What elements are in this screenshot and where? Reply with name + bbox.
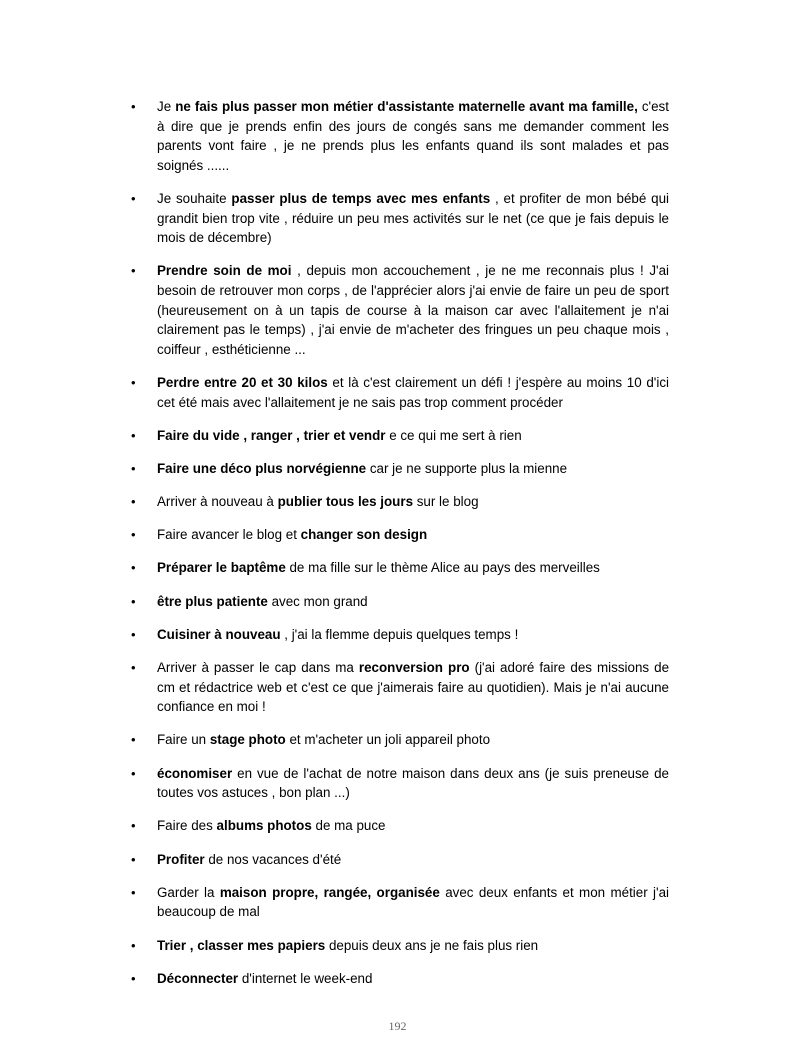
bullet-dot-icon: • (131, 937, 136, 953)
item-text: de ma fille sur le thème Alice au pays des merveilles (285, 560, 600, 576)
bold-text: Trier , classer mes papiers (157, 937, 326, 953)
list-item (131, 558, 669, 578)
item-text: , depuis mon accouchement , je ne me reconnais plus ! J'ai besoin de retrouver mon corps , de l'apprécier alors j'ai envie de faire un peu de sport (heureusement on à un tapis de course à la maison car avec l'allaitement je n'ai clairement pas le temps) , j'ai envie de m'acheter des fringues un peu chaque mois , coiffeur , esthéticienne ... (157, 263, 670, 357)
item-text: Je souhaite (157, 190, 232, 206)
bold-text: Déconnecter (157, 970, 239, 986)
bullet-dot-icon: • (131, 851, 136, 867)
list-item (131, 426, 669, 446)
item-text: sur le blog (413, 494, 479, 510)
list-item (131, 373, 669, 412)
item-text: de ma puce (311, 818, 386, 834)
item-text: Arriver à nouveau à (157, 494, 278, 510)
bullet-dot-icon: • (131, 527, 136, 543)
list-item (131, 883, 669, 922)
bold-text: stage photo (209, 732, 286, 748)
bold-text: ne fais plus passer mon métier d'assistante maternelle avant ma famille, (175, 99, 638, 114)
list-item (131, 850, 669, 870)
list-item (131, 261, 669, 359)
bullet-dot-icon: • (131, 765, 136, 781)
bold-text: Profiter (157, 851, 205, 867)
bold-text: passer plus de temps avec mes enfants (231, 190, 491, 206)
item-text: Faire un (157, 732, 210, 748)
list-item (131, 936, 669, 956)
item-text: avec mon grand (267, 593, 368, 609)
list-item (131, 97, 669, 175)
item-text: depuis deux ans je ne fais plus rien (325, 937, 539, 953)
bold-text: Faire une déco plus norvégienne (157, 460, 367, 476)
bullet-dot-icon: • (131, 818, 136, 834)
list-item (131, 816, 669, 836)
bullet-dot-icon: • (131, 732, 136, 748)
bold-text: Prendre soin de moi (157, 263, 292, 279)
bullet-dot-icon: • (131, 494, 136, 510)
bold-text: publier tous les jours (277, 494, 414, 510)
item-text: Faire des (157, 818, 217, 834)
bullet-dot-icon: • (131, 660, 136, 675)
bullet-dot-icon: • (131, 263, 136, 279)
list-item (131, 525, 669, 545)
bullet-list (131, 97, 669, 1002)
list-item (131, 625, 669, 645)
bullet-dot-icon: • (131, 190, 136, 206)
list-item (131, 969, 669, 989)
bullet-dot-icon: • (131, 427, 136, 443)
bullet-dot-icon: • (131, 374, 136, 390)
item-text: d'internet le week-end (238, 970, 373, 986)
item-text: Faire avancer le blog et (157, 527, 301, 543)
list-item (131, 592, 669, 612)
bold-text: économiser (157, 765, 233, 781)
list-item (131, 764, 669, 803)
item-text: de nos vacances d'été (204, 851, 342, 867)
bullet-dot-icon: • (131, 626, 136, 642)
bullet-dot-icon: • (131, 970, 136, 986)
item-text: (j'ai adoré faire des missions de cm et rédactrice web et c'est ce que j'aimerais faire au quotidien). Mais je n'ai aucune confiance en moi ! (157, 660, 670, 715)
bullet-dot-icon: • (131, 99, 136, 114)
list-item (131, 492, 669, 512)
item-text: Je (157, 99, 176, 114)
bullet-dot-icon: • (131, 560, 136, 576)
page-number: 192 (388, 1019, 407, 1033)
item-text: c'est à dire que je prends enfin des jours de congés sans me demander comment les parents vont faire , je ne prends plus les enfants quand ils sont malades et pas soignés ...... (157, 99, 669, 173)
bullet-dot-icon: • (131, 460, 136, 476)
item-text: et là c'est clairement un défi ! j'espère au moins 10 d'ici cet été mais avec l'allaitement je ne sais pas trop comment procéder (157, 374, 669, 410)
item-text: et m'acheter un joli appareil photo (285, 732, 491, 748)
list-item (131, 459, 669, 479)
bold-text: changer son design (300, 527, 428, 543)
list-item (131, 658, 669, 717)
bullet-dot-icon: • (131, 593, 136, 609)
item-text: en vue de l'achat de notre maison dans deux ans (je suis preneuse de toutes vos astuces , bon plan ...) (157, 765, 669, 801)
bold-text: être plus patiente (157, 593, 268, 609)
item-text: , et profiter de mon bébé qui grandit bien trop vite , réduire un peu mes activités sur le net (ce que je fais depuis le mois de décembre) (157, 190, 669, 246)
bold-text: Perdre entre 20 et 30 kilos (157, 374, 328, 390)
bold-text: maison propre, rangée, organisée (219, 884, 440, 900)
bold-text: reconversion pro (358, 660, 470, 675)
list-item (131, 730, 669, 750)
bold-text: Préparer le baptême (157, 560, 286, 576)
bold-text: Cuisiner à nouveau (157, 626, 281, 642)
bold-text: albums photos (216, 818, 312, 834)
item-text: car je ne supporte plus la mienne (366, 460, 568, 476)
item-text: Garder la (157, 884, 220, 900)
item-text: , j'ai la flemme depuis quelques temps ! (280, 626, 519, 642)
item-text: avec deux enfants et mon métier j'ai beaucoup de mal (157, 884, 669, 920)
item-text: Arriver à passer le cap dans ma (157, 660, 359, 675)
item-text: e ce qui me sert à rien (385, 427, 522, 443)
bold-text: Faire du vide , ranger , trier et vendr (157, 427, 386, 443)
bullet-dot-icon: • (131, 884, 136, 900)
list-item (131, 189, 669, 248)
